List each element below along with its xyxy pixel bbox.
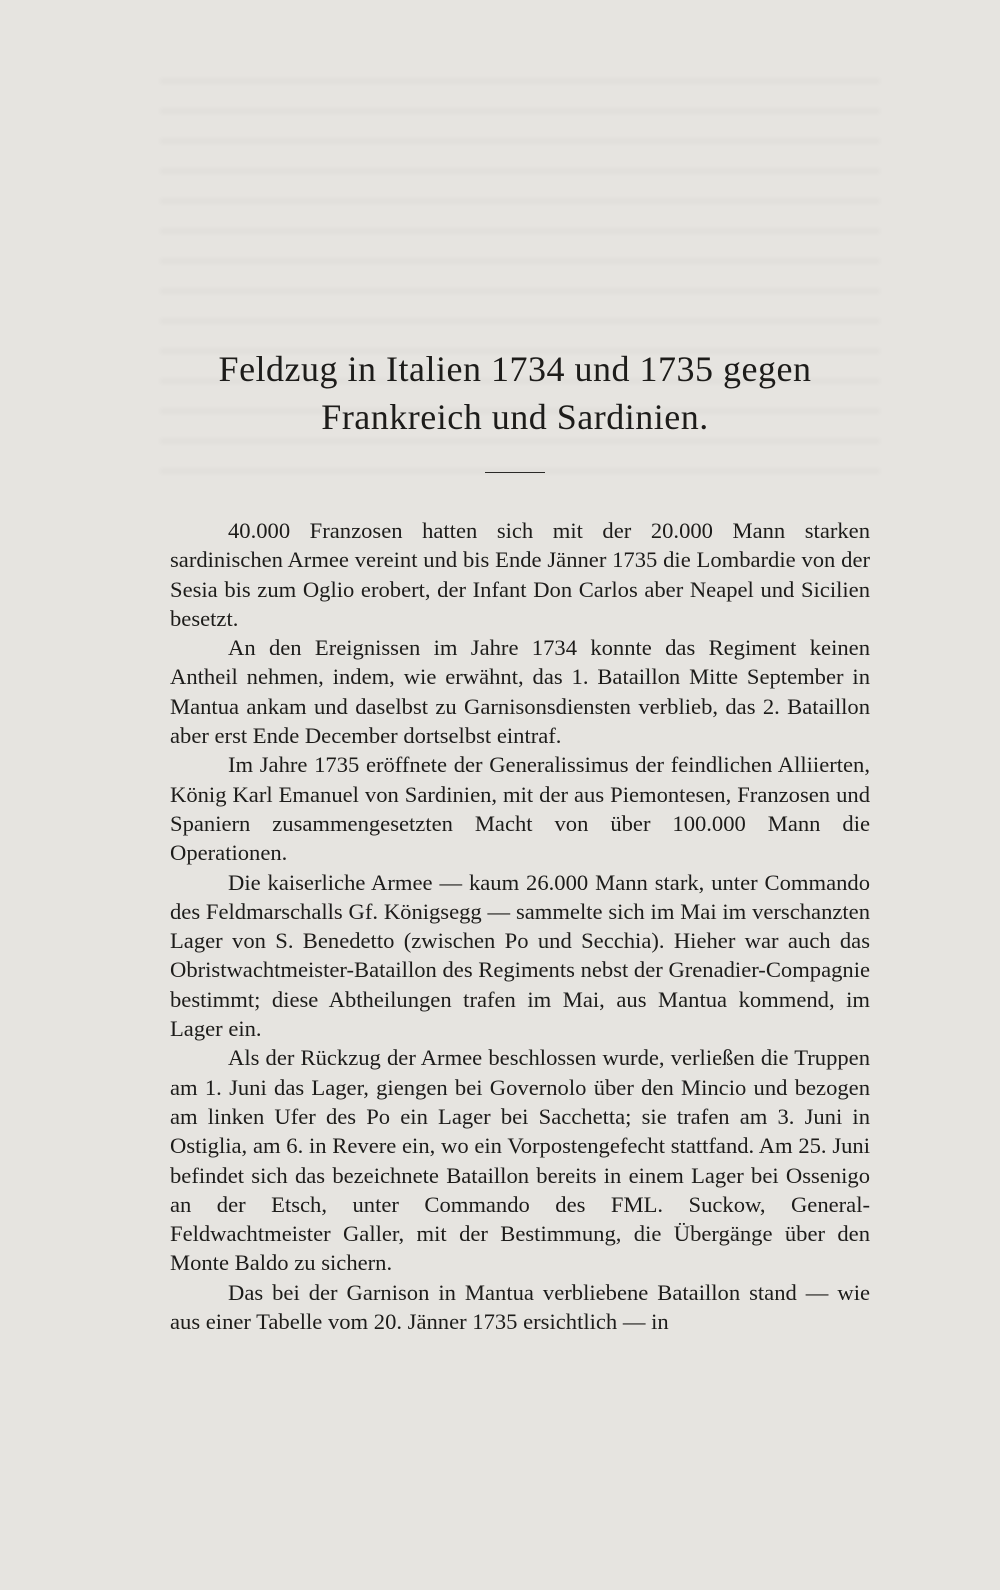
paragraph: Als der Rückzug der Armee beschlossen wurde, verließen die Truppen am 1. Juni das Lager, giengen bei Governolo über den Mincio und bezogen am linken Ufer des Po ein Lager bei Sacchetta; sie trafen am 3. Juni in Ostiglia, am 6. in Revere ein, wo ein Vorpostengefecht stattfand. Am 25. Juni befindet sich das bezeichnete Bataillon bereits in einem Lager bei Ossenigo an der Etsch, unter Commando des FML. Suckow, General-Feldwachtmeister Galler, mit der Bestimmung, die Übergänge über den Monte Baldo zu sichern. [170,1045,870,1276]
paragraph: Im Jahre 1735 eröffnete der Generalissimus der feindlichen Alliierten, König Karl Emanuel von Sardinien, mit der aus Piemontesen, Franzosen und Spaniern zusammengesetzten Macht von über 100.000 Mann die Operationen. [170,752,870,866]
paragraph: 40.000 Franzosen hatten sich mit der 20.000 Mann starken sardinischen Armee vereint und bis Ende Jänner 1735 die Lombardie von der Sesia bis zum Oglio erobert, der Infant Don Carlos aber Neapel und Sicilien besetzt. [170,518,870,631]
paragraph: Die kaiserliche Armee — kaum 26.000 Mann stark, unter Commando des Feldmarschalls Gf. Königsegg — sammelte sich im Mai im verschanzten Lager von S. Benedetto (zwischen Po und Secchia). Hieher war auch das Obristwachtmeister-Bataillon des Regiments nebst der Grenadier-Compagnie bestimmt; diese Abtheilungen trafen im Mai, aus Mantua kommend, im Lager ein. [170,869,870,1042]
body-text [170,516,870,1336]
title-divider [485,472,545,473]
chapter-title-line-2: Frankreich und Sardinien. [321,397,709,437]
paragraph: An den Ereignissen im Jahre 1734 konnte das Regiment keinen Antheil nehmen, indem, wie erwähnt, das 1. Bataillon Mitte September in Mantua ankam und daselbst zu Garnisonsdiensten verblieb, das 2. Bataillon aber erst Ende December dortselbst eintraf. [170,635,870,749]
chapter-title [150,345,880,441]
paragraph: Das bei der Garnison in Mantua verbliebene Bataillon stand — wie aus einer Tabelle vom 20. Jänner 1735 ersichtlich — in [170,1279,870,1335]
chapter-title-line-1: Feldzug in Italien 1734 und 1735 gegen [218,349,812,389]
